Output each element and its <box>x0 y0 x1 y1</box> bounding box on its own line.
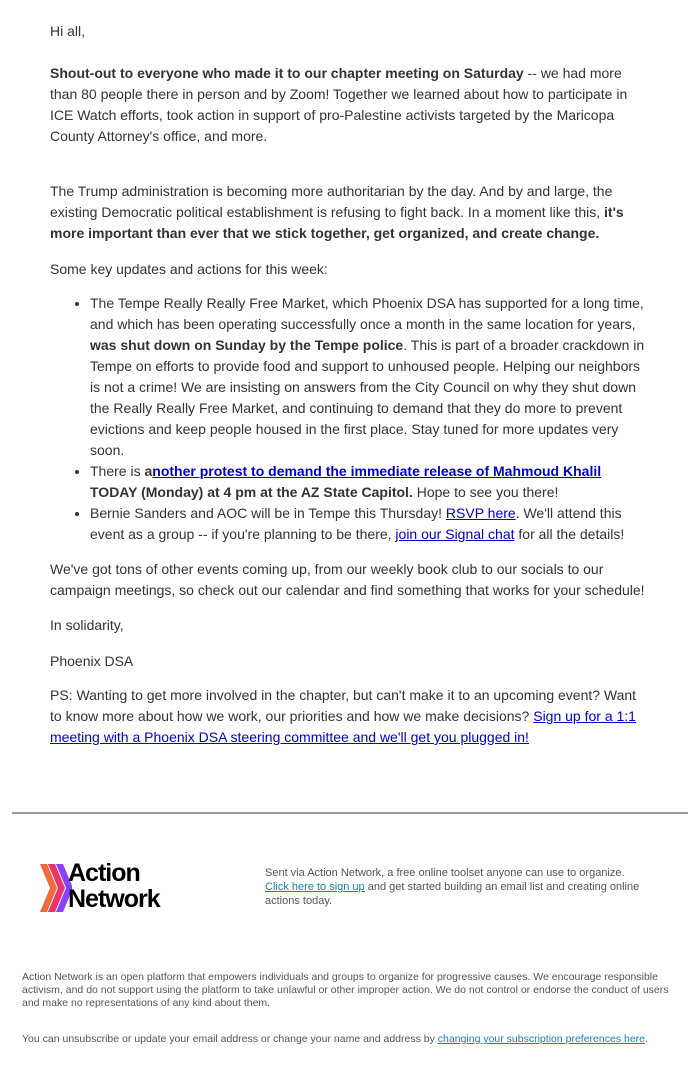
khalil-protest-link[interactable]: nother protest to demand the immediate release of Mahmoud Khalil <box>152 463 602 479</box>
trump-text: The Trump administration is becoming more authoritarian by the day. And by and large, the existing Democratic political establishment is refusing to fight back. In a moment like this, <box>50 183 613 220</box>
paragraph-ps <box>50 685 650 748</box>
free-market-text: The Tempe Really Really Free Market, which Phoenix DSA has supported for a long time, and which has been operating successfully once a month in the same location for years, <box>90 295 644 332</box>
list-item-khalil-protest <box>90 461 650 503</box>
platform-disclaimer: Action Network is an open platform that empowers individuals and groups to organize for progressive causes. We encourage responsible activism, and do not support using the platform to take unlawful or other improper action. We do not control or endorse the conduct of users and make no representations of any kind about them. <box>22 971 669 1009</box>
rsvp-link[interactable]: RSVP here <box>445 505 516 521</box>
paragraph-key-updates: Some key updates and actions for this week: <box>50 261 328 277</box>
protest-text: There is <box>90 463 145 479</box>
free-market-bold: was shut down on Sunday by the Tempe police <box>90 337 404 353</box>
ps-text: PS: Wanting to get more involved in the chapter, but can't make it to an upcoming event? Want to know more about how we work, our priorities and how we make decisions? <box>50 687 637 724</box>
free-market-text-2: . This is part of a broader crackdown in Tempe on efforts to provide food and support to unhoused people. Helping our neighbors is not a crime! We are insisting on answers from the City Council on why they shut down the Really Really Free Market, and continuing to demand that they do more to prevent evictions and keep people housed in the first place. Stay tuned for more updates very soon. <box>90 337 645 458</box>
protest-text-2: Hope to see you there! <box>412 484 559 500</box>
list-item-free-market <box>90 293 650 461</box>
footer-divider <box>12 812 688 814</box>
paragraph-shout-out <box>50 63 650 147</box>
greeting: Hi all, <box>50 23 86 39</box>
list-item-bernie-aoc <box>90 503 650 545</box>
signoff: In solidarity, <box>50 617 124 633</box>
bernie-text: Bernie Sanders and AOC will be in Tempe this Thursday! <box>90 505 446 521</box>
updates-list <box>50 293 650 545</box>
bernie-text-3: for all the details! <box>514 526 625 542</box>
action-network-logo[interactable] <box>38 859 198 913</box>
logo-wordmark: Action Network <box>68 859 160 913</box>
protest-bold-a: a <box>144 463 153 479</box>
shout-out-bold: Shout-out to everyone who made it to our chapter meeting on Saturday <box>50 65 524 81</box>
subscription-preferences-link[interactable]: changing your subscription preferences here <box>437 1033 646 1045</box>
sign-up-link[interactable]: Click here to sign up <box>265 881 365 893</box>
paragraph-trump <box>50 181 650 244</box>
signal-chat-link[interactable]: join our Signal chat <box>395 526 515 542</box>
protest-bold-time: TODAY (Monday) at 4 pm at the AZ State Capitol. <box>90 484 413 500</box>
shout-out-text: -- we had more than 80 people there in person and by Zoom! Together we learned about how to participate in ICE Watch efforts, took action in support of pro-Palestine activists targeted by the Maricopa County Attorney's office, and more. <box>50 65 628 144</box>
one-on-one-signup-link[interactable]: Sign up for a 1:1 meeting with a Phoenix DSA steering committee and we'll get you plugged in! <box>50 708 636 745</box>
paragraph-events: We've got tons of other events coming up, from our weekly book club to our socials to our campaign meetings, so check out our calendar and find something that works for your schedule! <box>50 561 645 598</box>
unsubscribe-notice: You can unsubscribe or update your email address or change your name and address by changing your subscription preferences here. <box>22 1033 648 1045</box>
signature: Phoenix DSA <box>50 653 134 669</box>
chevrons-icon <box>38 864 72 912</box>
sent-via-notice: Sent via Action Network, a free online toolset anyone can use to organize. Click here to sign up and get started building an email list and creating online actions today. <box>265 867 640 907</box>
bernie-text-2: . We'll attend this event as a group -- if you're planning to be there, <box>90 505 622 542</box>
trump-bold: it's more important than ever that we stick together, get organized, and create change. <box>50 204 624 241</box>
